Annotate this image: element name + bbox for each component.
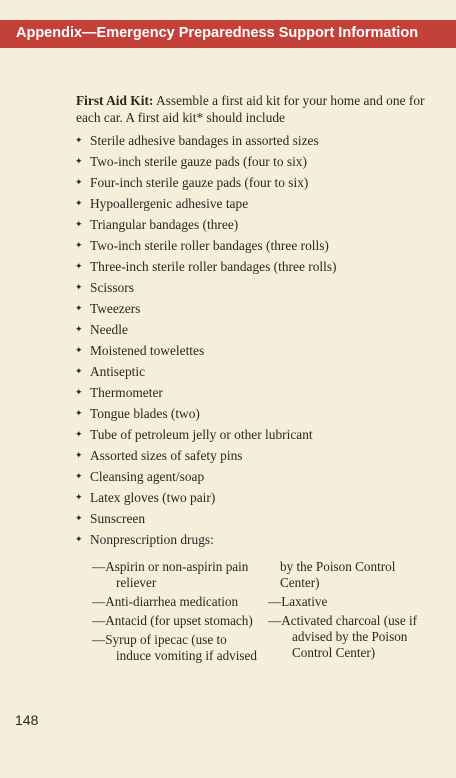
bullet-icon: ✦ <box>75 240 83 250</box>
bullet-icon: ✦ <box>75 282 83 292</box>
kit-item <box>76 382 428 403</box>
kit-item <box>76 361 428 382</box>
bullet-icon: ✦ <box>75 534 83 544</box>
bullet-icon: ✦ <box>75 177 83 187</box>
bullet-icon: ✦ <box>75 408 83 418</box>
kit-item <box>76 130 428 151</box>
page-number: 148 <box>15 712 39 728</box>
kit-item-text: Two-inch sterile gauze pads (four to six) <box>90 154 307 169</box>
kit-item <box>76 172 428 193</box>
bullet-icon: ✦ <box>75 198 83 208</box>
bullet-icon: ✦ <box>75 366 83 376</box>
kit-item-text: Tweezers <box>90 301 141 316</box>
kit-item-text: Tongue blades (two) <box>90 406 200 421</box>
kit-item <box>76 508 428 529</box>
intro-paragraph <box>76 92 428 126</box>
bullet-icon: ✦ <box>75 471 83 481</box>
bullet-icon: ✦ <box>75 450 83 460</box>
kit-item-text: Sunscreen <box>90 511 146 526</box>
kit-item-text: Nonprescription drugs: <box>90 532 214 547</box>
kit-item <box>76 445 428 466</box>
kit-item <box>76 214 428 235</box>
bullet-icon: ✦ <box>75 429 83 439</box>
bullet-icon: ✦ <box>75 324 83 334</box>
kit-item-text: Two-inch sterile roller bandages (three rolls) <box>90 238 329 253</box>
drugs-left-column <box>92 559 262 667</box>
kit-item-text: Antiseptic <box>90 364 146 379</box>
kit-item-text: Thermometer <box>90 385 163 400</box>
kit-item-list <box>76 130 428 550</box>
drugs-right-items <box>268 594 432 661</box>
kit-item-text: Cleansing agent/soap <box>90 469 205 484</box>
kit-item-text: Assorted sizes of safety pins <box>90 448 243 463</box>
drug-item: —Syrup of ipecac (use to induce vomiting if advised <box>92 632 258 663</box>
drug-item: —Laxative <box>268 594 328 609</box>
kit-item-text: Tube of petroleum jelly or other lubricant <box>90 427 313 442</box>
bullet-icon: ✦ <box>75 345 83 355</box>
kit-item <box>76 403 428 424</box>
section-title: Appendix—Emergency Preparedness Support Information <box>16 25 419 41</box>
drug-item: —Aspirin or non-aspirin pain reliever <box>92 559 249 590</box>
drug-item: —Anti-diarrhea medication <box>92 594 239 609</box>
kit-item <box>76 193 428 214</box>
kit-item-text: Three-inch sterile roller bandages (three rolls) <box>90 259 337 274</box>
kit-item-text: Hypoallergenic adhesive tape <box>90 196 249 211</box>
drugs-right-column <box>268 559 432 664</box>
kit-item <box>76 487 428 508</box>
content <box>76 92 428 550</box>
kit-item-text: Scissors <box>90 280 134 295</box>
kit-item <box>76 340 428 361</box>
bullet-icon: ✦ <box>75 387 83 397</box>
bullet-icon: ✦ <box>75 135 83 145</box>
kit-item-text: Four-inch sterile gauze pads (four to six) <box>90 175 309 190</box>
kit-item <box>76 151 428 172</box>
intro-label: First Aid Kit: <box>76 93 154 108</box>
kit-item <box>76 298 428 319</box>
drug-item: —Activated charcoal (use if advised by the Poison Control Center) <box>268 613 418 660</box>
bullet-icon: ✦ <box>75 219 83 229</box>
bullet-icon: ✦ <box>75 513 83 523</box>
bullet-icon: ✦ <box>75 261 83 271</box>
kit-item-text: Latex gloves (two pair) <box>90 490 216 505</box>
bullet-icon: ✦ <box>75 492 83 502</box>
bullet-icon: ✦ <box>75 303 83 313</box>
kit-item-text: Needle <box>90 322 128 337</box>
kit-item-text: Triangular bandages (three) <box>90 217 239 232</box>
kit-item <box>76 235 428 256</box>
kit-item <box>76 424 428 445</box>
kit-item <box>76 319 428 340</box>
drug-item-continuation: by the Poison Control Center) <box>280 559 396 590</box>
intro-text: Assemble a first aid kit for your home and one for each car. A first aid kit* should include <box>76 93 425 125</box>
kit-item <box>76 466 428 487</box>
kit-item-text: Sterile adhesive bandages in assorted sizes <box>90 133 319 148</box>
drug-item: —Antacid (for upset stomach) <box>92 613 253 628</box>
bullet-icon: ✦ <box>75 156 83 166</box>
kit-item <box>76 256 428 277</box>
kit-item <box>76 529 428 550</box>
kit-item <box>76 277 428 298</box>
kit-item-text: Moistened towelettes <box>90 343 205 358</box>
